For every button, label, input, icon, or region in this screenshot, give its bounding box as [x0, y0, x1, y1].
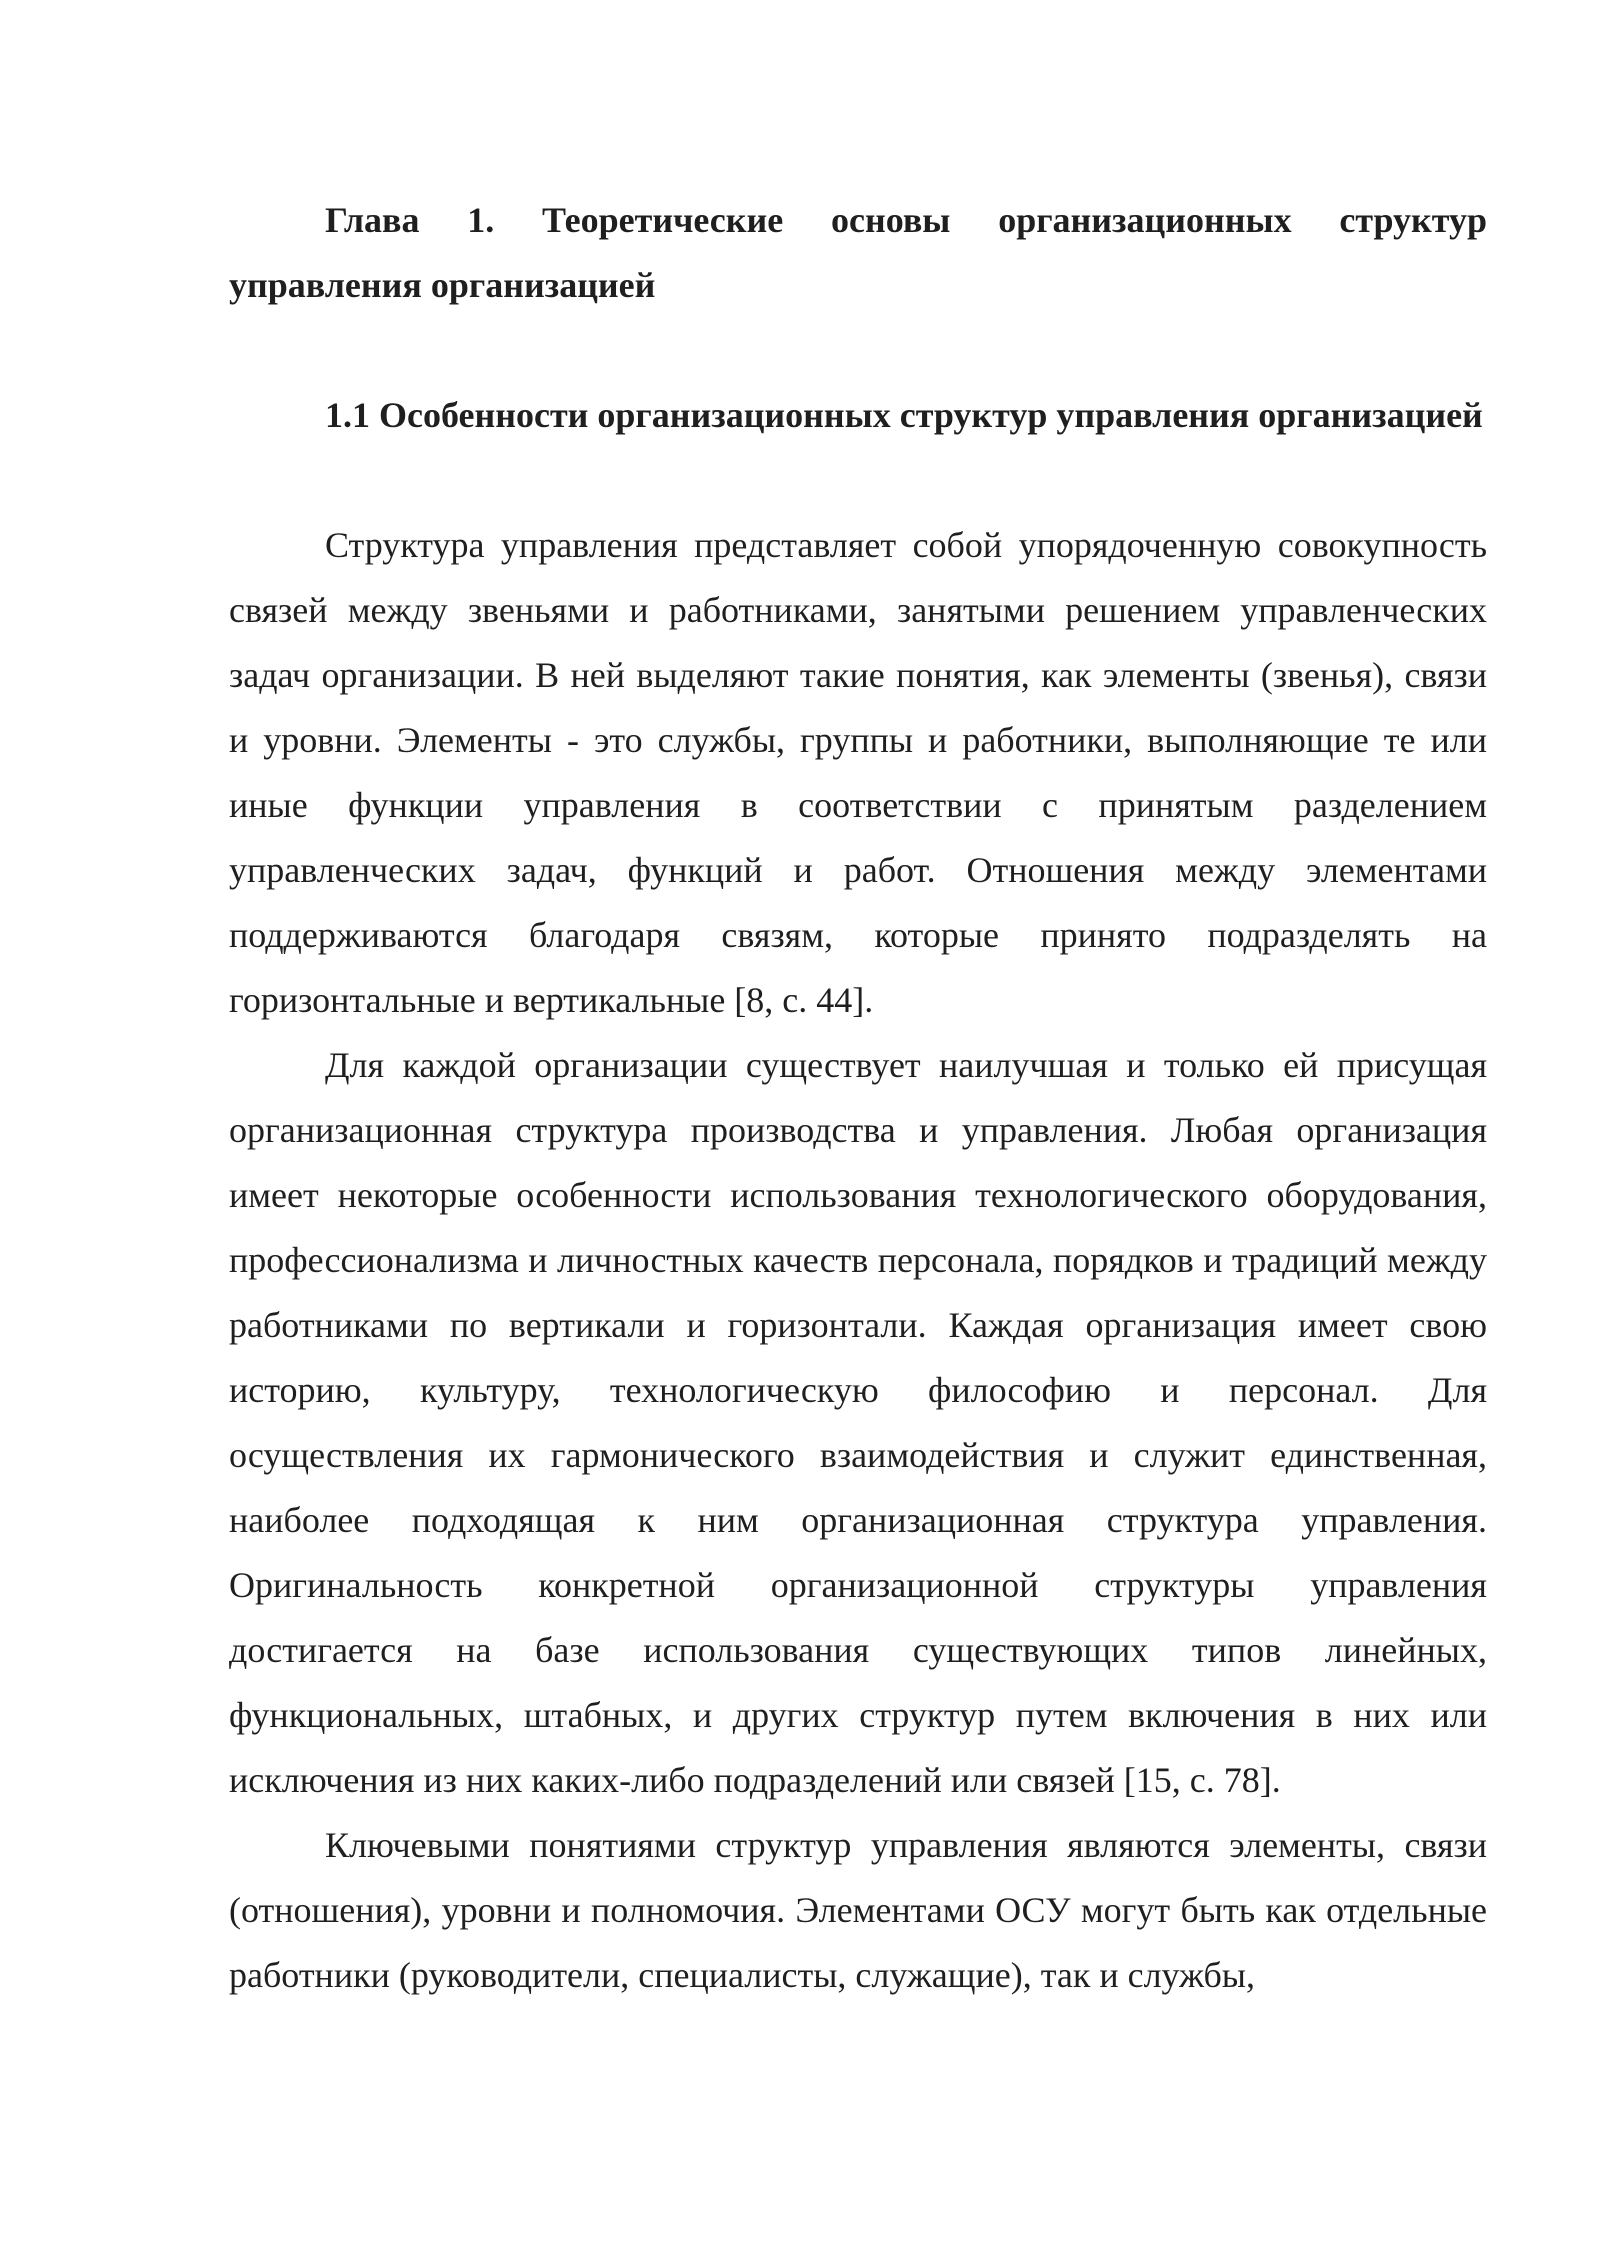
paragraph: Для каждой организации существует наилучшая и только ей присущая организационная структура производства и управления. Любая организация имеет некоторые особенности использования технологического оборудования, профессионализма и личностных качеств персонала, порядков и традиций между работниками по вертикали и горизонтали. Каждая организация имеет свою историю, культуру, технологическую философию и персонал. Для осуществления их гармонического взаимодействия и служит единственная, наиболее подходящая к ним организационная структура управления. Оригинальность конкретной организационной структуры управления достигается на базе использования существующих типов линейных, функциональных, штабных, и других структур путем включения в них или исключения из них каких-либо подразделений или связей [15, с. 78]. [229, 1045, 1487, 1800]
paragraph: Ключевыми понятиями структур управления являются элементы, связи (отношения), уровни и полномочия. Элементами ОСУ могут быть как отдельные работники (руководители, специалисты, служащие), так и службы, [229, 1825, 1487, 1995]
chapter-title: Глава 1. Теоретические основы организационных структур управления организацией [229, 200, 1487, 305]
page-content [229, 188, 1487, 2008]
paragraph: Структура управления представляет собой упорядоченную совокупность связей между звеньями и работниками, занятыми решением управленческих задач организации. В ней выделяют такие понятия, как элементы (звенья), связи и уровни. Элементы - это службы, группы и работники, выполняющие те или иные функции управления в соответствии с принятым разделением управленческих задач, функций и работ. Отношения между элементами поддерживаются благодаря связям, которые принято подразделять на горизонтальные и вертикальные [8, с. 44]. [229, 525, 1487, 1020]
section-title: 1.1 Особенности организационных структур управления организацией [325, 395, 1483, 435]
